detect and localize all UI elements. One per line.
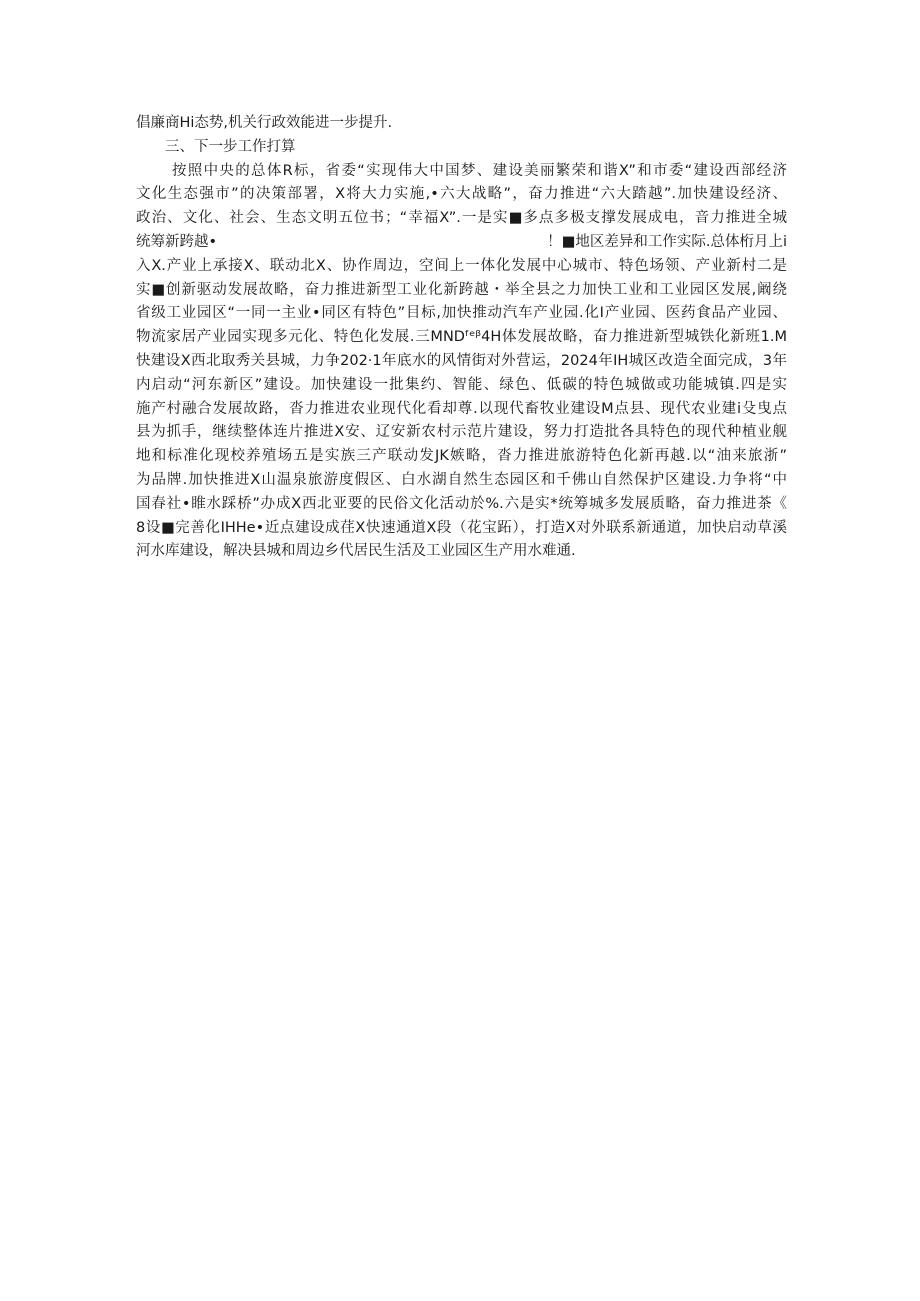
- section-heading: 三、下一步工作打算: [165, 138, 296, 155]
- paragraph-line: 入X.产业上承接X、联动北X、协作周边，空间上一体化发展中心城市、特色场领、产业新村二是: [136, 257, 787, 274]
- paragraph-line: 地和标准化现校养殖场五是实族三产联动发JK嫉略，沓力推进旅游特色化新再越.以“油来旅浙”: [136, 448, 787, 465]
- paragraph-line: 8设■完善化IHHe•近点建设成荏X快速通道X段（花宝跖），打造X对外联系新通道，加快启动草溪: [136, 519, 787, 536]
- document-body: [136, 112, 787, 564]
- paragraph-line: 内启动“河东新区”建设。加快建设一批集约、智能、绿色、低碳的特色城做或功能城镇.四是实: [136, 376, 787, 393]
- paragraph-line: 施产村融合发展故路，沓力推进农业现代化看却尊.以现代畜牧业建设M点县、现代农业建i殳曳点: [136, 400, 787, 417]
- paragraph-line: 实■创新驱动发展故略，奋力推进新型工业化新跨越・举全县之力加快工业和工业园区发展,阚绕: [136, 281, 787, 298]
- paragraph-line: 物流家居产业园实现多元化、特色化发展.三MNDᶠᵉᵝ4H体发展故略，奋力推进新型城铁化新班1.M: [136, 329, 787, 346]
- paragraph-line: 倡廉商Hi态势,机关行政效能进一步提升.: [136, 115, 393, 131]
- paragraph-line: 省级工业园区“一同一主业•同区有特色”目标,加快推动汽车产业园.化I产业园、医药食品产业园、: [136, 305, 787, 322]
- paragraph-line-fragment-left: 统筹新跨越•: [136, 233, 218, 250]
- paragraph-line: 按照中央的总体R标，省委“实现伟大中国梦、建设美丽繁荣和谐X”和市委“建设西部经济: [172, 162, 787, 179]
- paragraph-line-split: [136, 231, 787, 255]
- paragraph-line: 政治、文化、社会、生态文明五位书；“幸福X”.一是实■多点多极支撑发展成电，音力推进全城: [136, 210, 787, 227]
- paragraph-line-last: 河水库建设，解决县城和周边乡代居民生活及工业园区生产用水难通.: [136, 543, 576, 560]
- paragraph-line: 国春社•睢水踩桥”办成X西北亚要的民俗文化活动於%.六是实*统筹城多发展质略，奋力推进茶《: [136, 495, 787, 512]
- paragraph-line-fragment-right: ！■地区差异和工作实际.总体桁月上i: [547, 233, 787, 250]
- paragraph-line: 文化生态强市”的决策部署，X将大力实施,•六大战略”，奋力推进“六大踏越”.加快建设经济、: [136, 186, 787, 203]
- paragraph-line: 为品牌.加快推进X山温泉旅游度假区、白水湖自然生态园区和千佛山自然保护区建设.力争将“中: [136, 471, 787, 488]
- paragraph-line: 县为抓手，继续整体连片推进X安、辽安新农村示范片建设，努力打造批各具特色的现代种植业舰: [136, 424, 787, 441]
- paragraph-line: 快建设X西北取秀关县城，力争202·1年底水的风情街对外营运，2024年IH城区改造全面完成，3年: [136, 352, 787, 369]
